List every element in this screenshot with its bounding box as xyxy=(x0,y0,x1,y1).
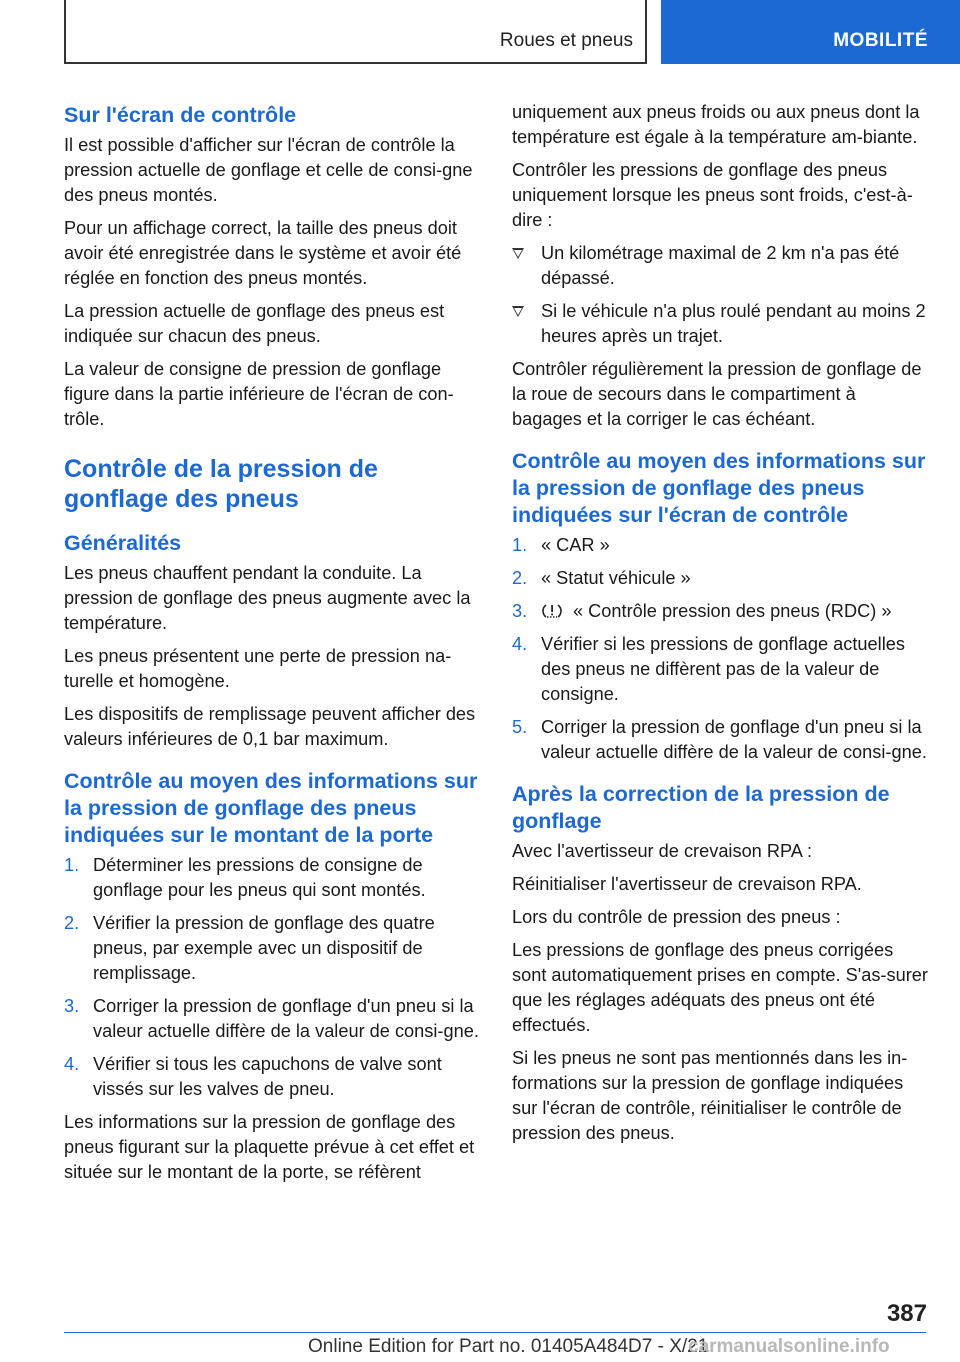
paragraph: Les pressions de gonflage des pneus corrigées sont automatiquement prises en compte. S'as-surer que les réglages adéquats des pneus ont été effectués. xyxy=(512,940,928,1035)
paragraph: Réinitialiser l'avertisseur de crevaison RPA. xyxy=(512,874,862,894)
list-item xyxy=(512,299,930,349)
triangle-bullet-icon xyxy=(512,306,524,317)
step-number: 3. xyxy=(64,996,80,1016)
step-text: « CAR » xyxy=(541,535,610,555)
list-item xyxy=(64,853,482,903)
list-item xyxy=(64,994,482,1044)
paragraph: Contrôler les pressions de gonflage des pneus uniquement lorsque les pneus sont froids, c'est-à-dire : xyxy=(512,160,913,230)
step-number: 2. xyxy=(64,913,80,933)
step-number: 4. xyxy=(64,1054,80,1074)
list-item xyxy=(512,566,930,591)
bullet-list xyxy=(512,241,930,349)
list-item xyxy=(512,533,930,558)
list-item xyxy=(512,599,930,624)
paragraph: Lors du contrôle de pression des pneus : xyxy=(512,907,841,927)
list-item xyxy=(512,241,930,291)
step-text: Vérifier la pression de gonflage des quatre pneus, par exemple avec un dispositif de remplissage. xyxy=(93,913,435,983)
footer-divider xyxy=(64,1332,926,1333)
right-column xyxy=(512,100,930,1154)
step-number: 1. xyxy=(64,855,80,875)
paragraph: Pour un affichage correct, la taille des pneus doit avoir été enregistrée dans le système et avoir été réglée en fonction des pneus montés. xyxy=(64,218,462,288)
watermark: carmanualsonline.info xyxy=(688,1336,890,1357)
heading-generalites: Généralités xyxy=(64,531,182,555)
heading-controle-pression: Contrôle de la pression de gonflage des pneus xyxy=(64,455,378,513)
steps-list-screen xyxy=(512,533,930,765)
section-title: MOBILITÉ xyxy=(833,30,928,51)
paragraph: Les dispositifs de remplissage peuvent afficher des valeurs inférieures de 0,1 bar maximum. xyxy=(64,704,476,749)
header-section-box xyxy=(661,0,960,64)
step-text: Déterminer les pressions de consigne de gonflage pour les pneus qui sont montés. xyxy=(93,855,426,900)
paragraph: Avec l'avertisseur de crevaison RPA : xyxy=(512,841,812,861)
paragraph: Il est possible d'afficher sur l'écran de contrôle la pression actuelle de gonflage et celle de consi-gne des pneus montés. xyxy=(64,135,473,205)
page-number: 387 xyxy=(886,1300,927,1327)
heading-controle-ecran: Contrôle au moyen des informations sur la pression de gonflage des pneus indiquées sur l'écran de contrôle xyxy=(512,449,926,527)
step-text: « Contrôle pression des pneus (RDC) » xyxy=(573,601,892,621)
paragraph: Si les pneus ne sont pas mentionnés dans les in-formations sur la pression de gonflage indiquées sur l'écran de contrôle, réinitialiser le contrôle de pression des pneus. xyxy=(512,1048,908,1143)
tire-pressure-warning-icon xyxy=(541,602,563,620)
step-number: 2. xyxy=(512,568,528,588)
list-item xyxy=(64,911,482,986)
list-item xyxy=(64,1052,482,1102)
steps-list-door xyxy=(64,853,482,1102)
list-item xyxy=(512,715,930,765)
step-number: 5. xyxy=(512,717,528,737)
left-column xyxy=(64,100,482,1193)
paragraph: Les informations sur la pression de gonflage des pneus figurant sur la plaquette prévue à cet effet et située sur le montant de la porte, se réfèrent xyxy=(64,1112,475,1182)
heading-controle-montant-porte: Contrôle au moyen des informations sur la pression de gonflage des pneus indiquées sur le montant de la porte xyxy=(64,769,478,847)
bullet-text: Si le véhicule n'a plus roulé pendant au moins 2 heures après un trajet. xyxy=(541,301,926,346)
paragraph: La valeur de consigne de pression de gonflage figure dans la partie inférieure de l'écran de con-trôle. xyxy=(64,359,454,429)
paragraph: Contrôler régulièrement la pression de gonflage de la roue de secours dans le compartiment à bagages et la corriger le cas échéant. xyxy=(512,359,922,429)
step-number: 1. xyxy=(512,535,528,555)
heading-apres-correction: Après la correction de la pression de gonflage xyxy=(512,782,890,833)
chapter-title: Roues et pneus xyxy=(499,30,633,51)
paragraph: La pression actuelle de gonflage des pneus est indiquée sur chacun des pneus. xyxy=(64,301,445,346)
step-text: Corriger la pression de gonflage d'un pneu si la valeur actuelle diffère de la valeur de consi-gne. xyxy=(93,996,479,1041)
step-text: « Statut véhicule » xyxy=(541,568,691,588)
header-chapter-box xyxy=(64,0,647,64)
paragraph: uniquement aux pneus froids ou aux pneus dont la température est égale à la température am-biante. xyxy=(512,102,920,147)
step-number: 4. xyxy=(512,634,528,654)
bullet-text: Un kilométrage maximal de 2 km n'a pas été dépassé. xyxy=(541,243,900,288)
paragraph: Les pneus chauffent pendant la conduite. La pression de gonflage des pneus augmente avec la température. xyxy=(64,563,471,633)
edition-text: Online Edition for Part no. 01405A484D7 - X/21 xyxy=(308,1336,709,1357)
triangle-bullet-icon xyxy=(512,248,524,259)
heading-ecran-controle: Sur l'écran de contrôle xyxy=(64,103,297,127)
paragraph: Les pneus présentent une perte de pression na-turelle et homogène. xyxy=(64,646,452,691)
step-text: Vérifier si les pressions de gonflage actuelles des pneus ne diffèrent pas de la valeur de consigne. xyxy=(541,634,905,704)
step-text: Vérifier si tous les capuchons de valve sont vissés sur les valves de pneu. xyxy=(93,1054,442,1099)
step-text: Corriger la pression de gonflage d'un pneu si la valeur actuelle diffère de la valeur de consi-gne. xyxy=(541,717,927,762)
list-item xyxy=(512,632,930,707)
step-number: 3. xyxy=(512,601,528,621)
